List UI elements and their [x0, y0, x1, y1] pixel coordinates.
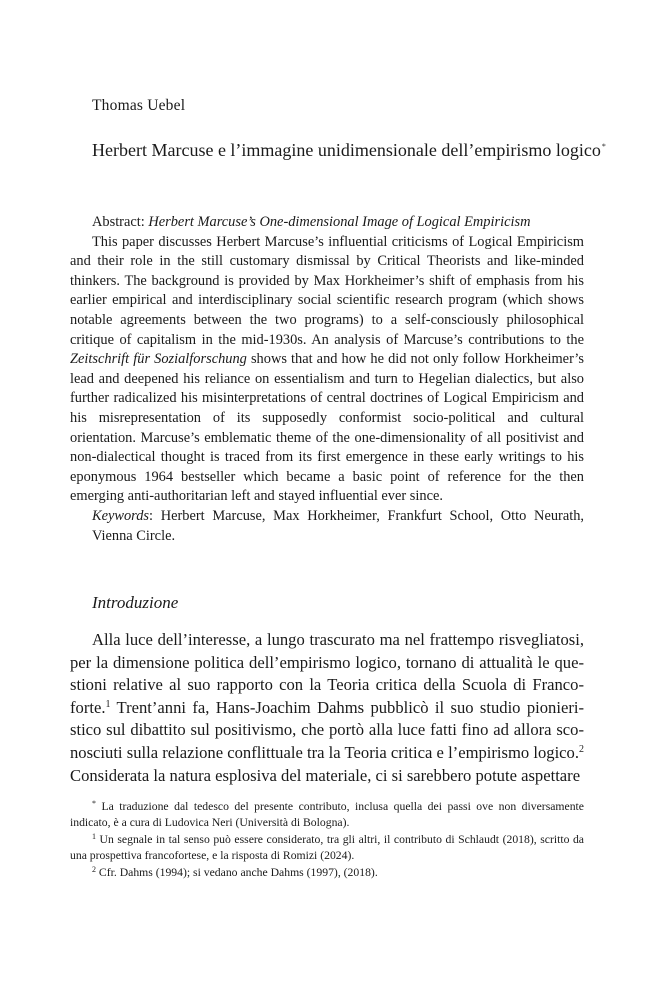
footnote-ref-1[interactable]: 1	[105, 698, 111, 710]
body-text-part-3: Considerata la natura esplosiva del materiale, ci si sarebbero potute aspettare	[70, 765, 581, 785]
article-title	[92, 140, 606, 161]
footnote-ref-2[interactable]: 2	[579, 743, 584, 755]
keywords-label: Keywords	[92, 507, 150, 524]
body-text-part-2: Trent’anni fa, Hans-Joachim Dahms pubblicò il suo studio pionieristico sul dibattito sul positivismo, che portò alla luce fatti fino ad allora sconosciuti sulla relazione conflittuale tra la Teoria critica e l’empirismo logico.	[70, 697, 584, 762]
title-footnote-mark: *	[601, 142, 606, 151]
footnote-1	[70, 832, 584, 865]
footnote-2	[70, 865, 584, 881]
body-text-part-1: Alla luce dell’interesse, a lungo trascurato ma nel frattempo risvegliatosi, per la dimensione politica dell’empirismo logico, tornano di attualità le questioni relative al suo rapporto con la Teoria critica della Scuola di Francoforte.	[70, 630, 584, 717]
abstract-heading	[70, 213, 584, 233]
footnotes	[70, 799, 584, 881]
footnote-2-mark: 2	[92, 864, 96, 874]
abstract-text	[70, 233, 584, 507]
abstract	[70, 213, 584, 546]
author-name: Thomas Uebel	[92, 97, 186, 114]
section-heading: Introduzione	[92, 593, 179, 612]
footnote-star-mark: *	[92, 799, 96, 808]
abstract-english-title: Herbert Marcuse’s One-dimensional Image of Logical Empiricism	[148, 214, 531, 230]
journal-name: Zeitschrift für Sozialforschung	[70, 351, 247, 368]
footnote-1-mark: 1	[92, 831, 96, 841]
keywords	[70, 507, 584, 546]
footnote-star-text: La traduzione dal tedesco del presente contributo, inclusa quella dei passi ove non diversamente indicato, è a cura di Ludovica Neri (Università di Bologna).	[70, 800, 584, 830]
title-text: Herbert Marcuse e l’immagine unidimensionale dell’empirismo logico	[92, 140, 601, 160]
body-paragraph	[70, 629, 584, 787]
abstract-label: Abstract:	[92, 214, 149, 230]
abstract-text-part-1: This paper discusses Herbert Marcuse’s influential criticisms of Logical Empiricism and their role in the still customary dismissal by Critical Theorists and like-minded thinkers. The background is provided by Max Horkheimer’s shift of emphasis from his earlier empirical and interdisciplinary social scientific research program (which shows notable agreements between the two programs) to a self-consciously philosophical critique of capitalism in the mid-1930s. An analysis of Marcuse’s contributions to the	[70, 233, 584, 348]
abstract-text-part-2: shows that and how he did not only follow Horkheimer’s lead and deepened his reliance on essentialism and turn to Hegelian dialectics, but also further radicalized his misinterpretations of central doctrines of Logical Empiricism and his misrepresentation of its supposedly conformist socio-political and cultural orientation. Marcuse’s emblematic theme of the one-dimensionality of all positivist and non-dialectical thought is traced from its first emergence in these early writings to his eponymous 1964 bestseller which became a basic point of reference for the then emerging anti-authoritarian left and stayed influential ever since.	[70, 351, 584, 505]
footnote-2-text: Cfr. Dahms (1994); si vedano anche Dahms (1997), (2018).	[96, 865, 378, 879]
footnote-star	[70, 799, 584, 832]
footnote-1-text: Un segnale in tal senso può essere considerato, tra gli altri, il contributo di Schlaudt (2018), scritto da una prospettiva francofortese, e la risposta di Romizi (2024).	[70, 832, 584, 863]
keywords-list: : Herbert Marcuse, Max Horkheimer, Frankfurt School, Otto Neurath, Vienna Circle.	[92, 507, 584, 544]
